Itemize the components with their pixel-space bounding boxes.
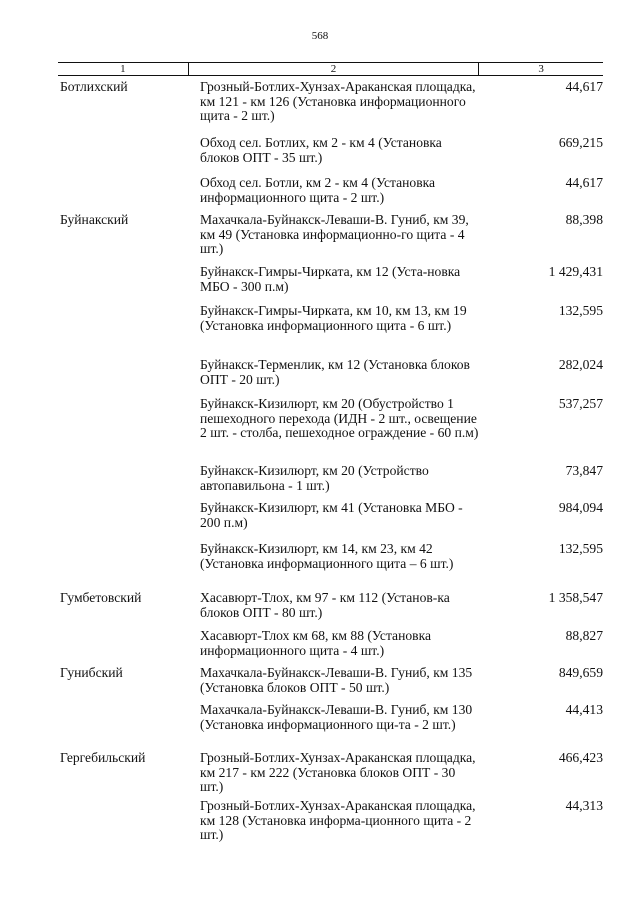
table-row (58, 136, 603, 176)
amount-cell: 73,847 (565, 463, 603, 478)
amount-cell: 44,617 (565, 175, 603, 190)
table-row (58, 304, 603, 358)
description-cell: Грозный-Ботлих-Хунзах-Араканская площадка, км 217 - км 222 (Установка блоков ОПТ - 30 шт.) (200, 750, 476, 794)
district-cell (58, 265, 200, 304)
description-cell: Буйнакск-Терменлик, км 12 (Установка блоков ОПТ - 20 шт.) (200, 357, 470, 387)
description-cell: Обход сел. Ботлих, км 2 - км 4 (Установка блоков ОПТ - 35 шт.) (200, 135, 442, 165)
header-col-1: 1 (58, 63, 189, 75)
description-cell: Буйнакск-Кизилюрт, км 20 (Устройство автопавильона - 1 шт.) (200, 463, 429, 493)
table-row (58, 703, 603, 751)
district-cell (58, 629, 200, 666)
district-cell (58, 464, 200, 501)
table-header (58, 62, 603, 76)
amount-cell: 44,617 (565, 79, 603, 94)
description-cell: Хасавюрт-Тлох, км 97 - км 112 (Установ-ка блоков ОПТ - 80 шт.) (200, 590, 450, 620)
district-cell: Гумбетовский (60, 590, 142, 605)
table-row (58, 213, 603, 265)
amount-cell: 282,024 (558, 357, 603, 372)
amount-cell: 466,423 (558, 750, 603, 765)
description-cell: Махачкала-Буйнакск-Леваши-В. Гуниб, км 130 (Установка информационного щи-та - 2 шт.) (200, 702, 473, 732)
amount-cell: 849,659 (558, 665, 603, 680)
district-cell (58, 501, 200, 542)
district-cell (58, 358, 200, 397)
district-cell (58, 542, 200, 591)
description-cell: Махачкала-Буйнакск-Леваши-В. Гуниб, км 39, км 49 (Установка информационно-го щита - 4 шт.) (200, 212, 469, 256)
district-cell (58, 397, 200, 464)
table-row (58, 591, 603, 629)
table-row (58, 751, 603, 799)
description-cell: Махачкала-Буйнакск-Леваши-В. Гуниб, км 135 (Установка блоков ОПТ - 50 шт.) (200, 665, 473, 695)
district-cell: Гунибский (60, 665, 123, 680)
table-row (58, 501, 603, 542)
district-cell (58, 703, 200, 751)
amount-cell: 1 358,547 (548, 590, 603, 605)
header-col-2: 2 (189, 63, 479, 75)
district-cell: Буйнакский (60, 212, 129, 227)
amount-cell: 88,398 (565, 212, 603, 227)
table-row (58, 799, 603, 847)
amount-cell: 88,827 (565, 628, 603, 643)
description-cell: Буйнакск-Кизилюрт, км 20 (Обустройство 1 пешеходного перехода (ИДН - 2 шт., освещение 2 шт. - столба, пешеходное ограждение - 60 п.м) (200, 396, 479, 440)
description-cell: Буйнакск-Кизилюрт, км 14, км 23, км 42 (Установка информационного щита – 6 шт.) (200, 541, 454, 571)
district-cell (58, 176, 200, 213)
table-row (58, 666, 603, 703)
table-row (58, 629, 603, 666)
description-cell: Хасавюрт-Тлох км 68, км 88 (Установка информационного щита - 4 шт.) (200, 628, 432, 658)
table-row (58, 464, 603, 501)
page-number: 568 (311, 30, 329, 42)
table-row (58, 265, 603, 304)
table-body (58, 80, 603, 847)
district-cell: Ботлихский (60, 79, 128, 94)
district-cell: Гергебильский (60, 750, 146, 765)
description-cell: Грозный-Ботлих-Хунзах-Араканская площадка, км 121 - км 126 (Установка информационного щита - 2 шт.) (200, 79, 476, 123)
description-cell: Буйнакск-Гимры-Чиркaта, км 12 (Уста-новка МБО - 300 п.м) (200, 264, 461, 294)
amount-cell: 669,215 (558, 135, 603, 150)
description-cell: Грозный-Ботлих-Хунзах-Араканская площадка, км 128 (Установка информа-ционного щита - 2 шт.) (200, 798, 476, 842)
amount-cell: 132,595 (558, 303, 603, 318)
table-row (58, 80, 603, 136)
amount-cell: 44,313 (565, 798, 603, 813)
description-cell: Обход сел. Ботли, км 2 - км 4 (Установка информационного щита - 2 шт.) (200, 175, 436, 205)
district-cell (58, 304, 200, 358)
district-cell (58, 136, 200, 176)
district-cell (58, 799, 200, 847)
table-row (58, 542, 603, 591)
table-row (58, 397, 603, 464)
amount-cell: 1 429,431 (548, 264, 603, 279)
amount-cell: 132,595 (558, 541, 603, 556)
description-cell: Буйнакск-Кизилюрт, км 41 (Установка МБО - 200 п.м) (200, 500, 463, 530)
description-cell: Буйнакск-Гимры-Чиркaта, км 10, км 13, км 19 (Установка информационного щита - 6 шт.) (200, 303, 467, 333)
amount-cell: 537,257 (558, 396, 603, 411)
table-row (58, 176, 603, 213)
amount-cell: 44,413 (565, 702, 603, 717)
table-row (58, 358, 603, 397)
amount-cell: 984,094 (558, 500, 603, 515)
header-col-3: 3 (538, 63, 544, 75)
